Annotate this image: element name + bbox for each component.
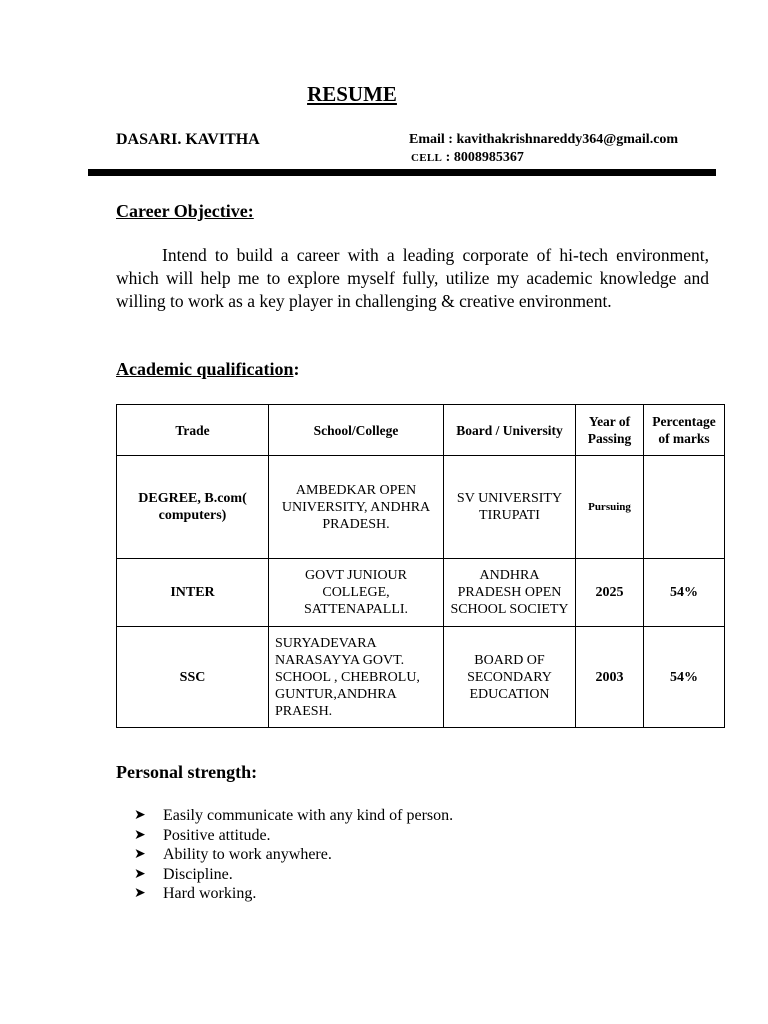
arrowhead-bullet-icon: ➤ bbox=[134, 866, 146, 882]
year-cell: 2025 bbox=[576, 559, 644, 627]
year-cell: Pursuing bbox=[576, 456, 644, 559]
percentage-cell: 54% bbox=[644, 627, 725, 728]
percentage-cell: 54% bbox=[644, 559, 725, 627]
arrowhead-bullet-icon: ➤ bbox=[134, 827, 146, 843]
trade-cell: SSC bbox=[117, 627, 269, 728]
email-address: kavithakrishnareddy364@gmail.com bbox=[456, 132, 679, 147]
academic-heading-colon: : bbox=[293, 359, 300, 379]
resume-title: RESUME bbox=[307, 82, 397, 106]
table-row bbox=[117, 627, 725, 728]
board-cell: SV UNIVERSITY TIRUPATI bbox=[444, 456, 576, 559]
career-objective-heading-text: Career Objective: bbox=[116, 201, 254, 221]
list-item-text: Hard working. bbox=[163, 885, 257, 903]
trade-cell: INTER bbox=[117, 559, 269, 627]
school-cell: AMBEDKAR OPEN UNIVERSITY, ANDHRA PRADESH. bbox=[269, 456, 444, 559]
academic-heading-text: Academic qualification bbox=[116, 359, 294, 379]
email-line bbox=[409, 132, 678, 148]
personal-strength-heading: Personal strength: bbox=[116, 762, 258, 782]
column-header-year: Year of Passing bbox=[576, 405, 644, 456]
list-item bbox=[134, 865, 453, 885]
academic-qualification-heading bbox=[116, 359, 300, 380]
trade-cell: DEGREE, B.com( computers) bbox=[117, 456, 269, 559]
email-label: Email : bbox=[409, 132, 453, 147]
board-cell: ANDHRA PRADESH OPEN SCHOOL SOCIETY bbox=[444, 559, 576, 627]
cell-separator: : bbox=[445, 150, 451, 165]
candidate-name: DASARI. KAVITHA bbox=[116, 131, 260, 148]
column-header-school: School/College bbox=[269, 405, 444, 456]
list-item bbox=[134, 806, 453, 826]
cell-line bbox=[411, 150, 524, 166]
career-objective-heading bbox=[116, 201, 254, 222]
arrowhead-bullet-icon: ➤ bbox=[134, 808, 146, 823]
list-item bbox=[134, 845, 453, 865]
career-objective-text: Intend to build a career with a leading corporate of hi-tech environment, which will help me to explore myself fully, utilize my academic knowledge and willing to work as a key player in challenging & creative environment. bbox=[116, 245, 709, 311]
board-cell: BOARD OF SECONDARY EDUCATION bbox=[444, 627, 576, 728]
personal-strength-list bbox=[134, 806, 453, 904]
list-item bbox=[134, 884, 453, 904]
table-row bbox=[117, 559, 725, 627]
list-item-text: Easily communicate with any kind of person. bbox=[163, 807, 454, 824]
list-item-text: Discipline. bbox=[163, 865, 233, 883]
header-divider bbox=[88, 169, 716, 176]
academic-table bbox=[116, 404, 725, 728]
column-header-percentage: Percentage of marks bbox=[644, 405, 725, 456]
column-header-trade: Trade bbox=[117, 405, 269, 456]
table-row bbox=[117, 456, 725, 559]
arrowhead-bullet-icon: ➤ bbox=[134, 847, 146, 863]
list-item bbox=[134, 826, 453, 846]
school-cell: SURYADEVARA NARASAYYA GOVT. SCHOOL , CHEBROLU, GUNTUR,ANDHRA PRAESH. bbox=[269, 627, 444, 728]
list-item-text: Positive attitude. bbox=[163, 826, 271, 844]
percentage-cell bbox=[644, 456, 725, 559]
year-cell: 2003 bbox=[576, 627, 644, 728]
table-header-row bbox=[117, 405, 725, 456]
cell-label: CELL bbox=[411, 152, 443, 164]
arrowhead-bullet-icon: ➤ bbox=[134, 886, 146, 902]
cell-number: 8008985367 bbox=[453, 150, 524, 165]
list-item-text: Ability to work anywhere. bbox=[163, 846, 332, 864]
school-cell: GOVT JUNIOUR COLLEGE, SATTENAPALLI. bbox=[269, 559, 444, 627]
column-header-board: Board / University bbox=[444, 405, 576, 456]
